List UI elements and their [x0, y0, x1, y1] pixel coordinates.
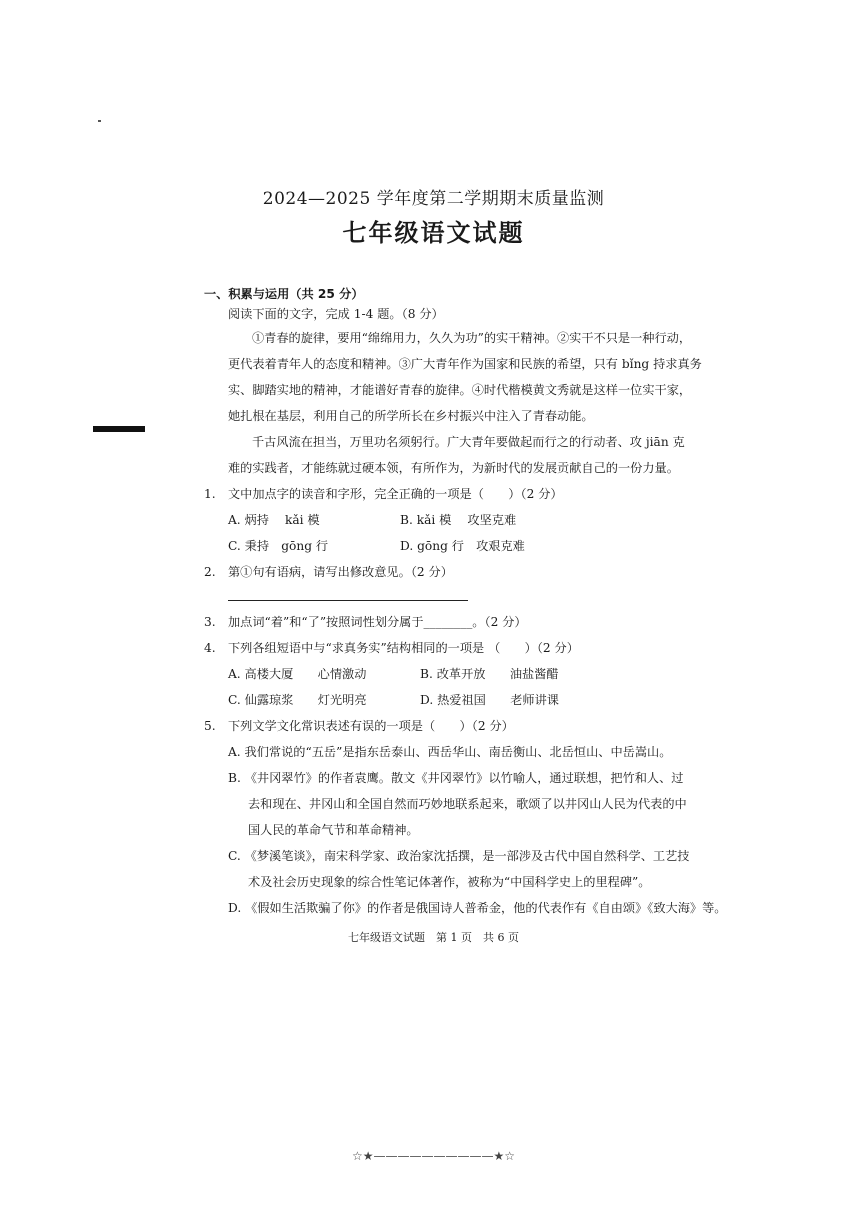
option-c: C. 仙露琼浆 灯光明亮: [228, 693, 367, 707]
option-c-cont: 术及社会历史现象的综合性笔记体著作，被称为“中国科学史上的里程碑”。: [248, 875, 651, 889]
passage-line: 她扎根在基层，利用自己的所学所长在乡村振兴中注入了青春动能。: [228, 409, 594, 423]
option-d: D. 《假如生活欺骗了你》的作者是俄国诗人普希金，他的代表作有《自由颂》《致大海》等。: [228, 901, 727, 915]
exam-subtitle: 七年级语文试题: [342, 218, 525, 247]
question-stem: 第①句有语病，请写出修改意见。（2 分）: [228, 565, 453, 579]
passage-line: 千古风流在担当，万里功名须躬行。广大青年要做起而行之的行动者、攻 jiān 克: [252, 435, 685, 449]
answer-line[interactable]: [228, 600, 468, 601]
question-number: 2.: [204, 565, 216, 579]
option-c: C. 《梦溪笔谈》，南宋科学家、政治家沈括撰，是一部涉及古代中国自然科学、工艺技: [228, 849, 690, 863]
option-d: D. gōng 行 攻艰克难: [400, 539, 525, 553]
option-b: B. kǎi 模 攻坚克难: [400, 513, 517, 527]
option-b: B. 改革开放 油盐酱醋: [420, 667, 559, 681]
option-b-cont: 去和现在、井冈山和全国自然而巧妙地联系起来，歌颂了以井冈山人民为代表的中: [248, 797, 687, 811]
page-footer: 七年级语文试题 第 1 页 共 6 页: [348, 931, 519, 944]
binding-mark: [93, 426, 145, 432]
exam-title: 2024—2025 学年度第二学期期末质量监测: [262, 189, 605, 209]
option-d: D. 热爱祖国 老师讲课: [420, 693, 559, 707]
question-number: 5.: [204, 719, 216, 733]
section-intro: 阅读下面的文字，完成 1-4 题。（8 分）: [228, 307, 444, 321]
passage-line: 更代表着青年人的态度和精神。③广大青年作为国家和民族的希望，只有 bǐng 持求真务: [228, 357, 702, 371]
question-stem: 下列各组短语中与“求真务实”结构相同的一项是 （ ）（2 分）: [228, 641, 579, 655]
question-number: 3.: [204, 615, 216, 629]
option-a: A. 我们常说的“五岳”是指东岳泰山、西岳华山、南岳衡山、北岳恒山、中岳嵩山。: [228, 745, 672, 759]
section-heading: 一、积累与运用（共 25 分）: [204, 287, 364, 301]
question-stem: 下列文学文化常识表述有误的一项是（ ）（2 分）: [228, 719, 514, 733]
option-a: A. 高楼大厦 心情激动: [228, 667, 367, 681]
option-b-cont: 国人民的革命气节和革命精神。: [248, 823, 419, 837]
question-number: 4.: [204, 641, 216, 655]
passage-line: 实、脚踏实地的精神，才能谱好青春的旋律。④时代楷模黄文秀就是这样一位实干家，: [228, 383, 692, 397]
question-stem: 文中加点字的读音和字形，完全正确的一项是（ ）（2 分）: [228, 487, 563, 501]
bottom-decoration: ☆★——————————★☆: [351, 1149, 516, 1163]
question-number: 1.: [204, 487, 216, 501]
passage-line: 难的实践者，才能练就过硬本领，有所作为，为新时代的发展贡献自己的一份力量。: [228, 461, 679, 475]
option-c: C. 秉持 gōng 行: [228, 539, 329, 553]
question-stem: 加点词“着”和“了”按照词性划分属于________。（2 分）: [228, 615, 527, 629]
option-b: B. 《井冈翠竹》的作者袁鹰。散文《井冈翠竹》以竹喻人，通过联想，把竹和人、过: [228, 771, 684, 785]
passage-line: ①青春的旋律，要用“绵绵用力，久久为功”的实干精神。②实干不只是一种行动，: [252, 331, 692, 345]
option-a: A. 炳持 kǎi 模: [228, 513, 320, 527]
scan-speck: [98, 120, 101, 122]
